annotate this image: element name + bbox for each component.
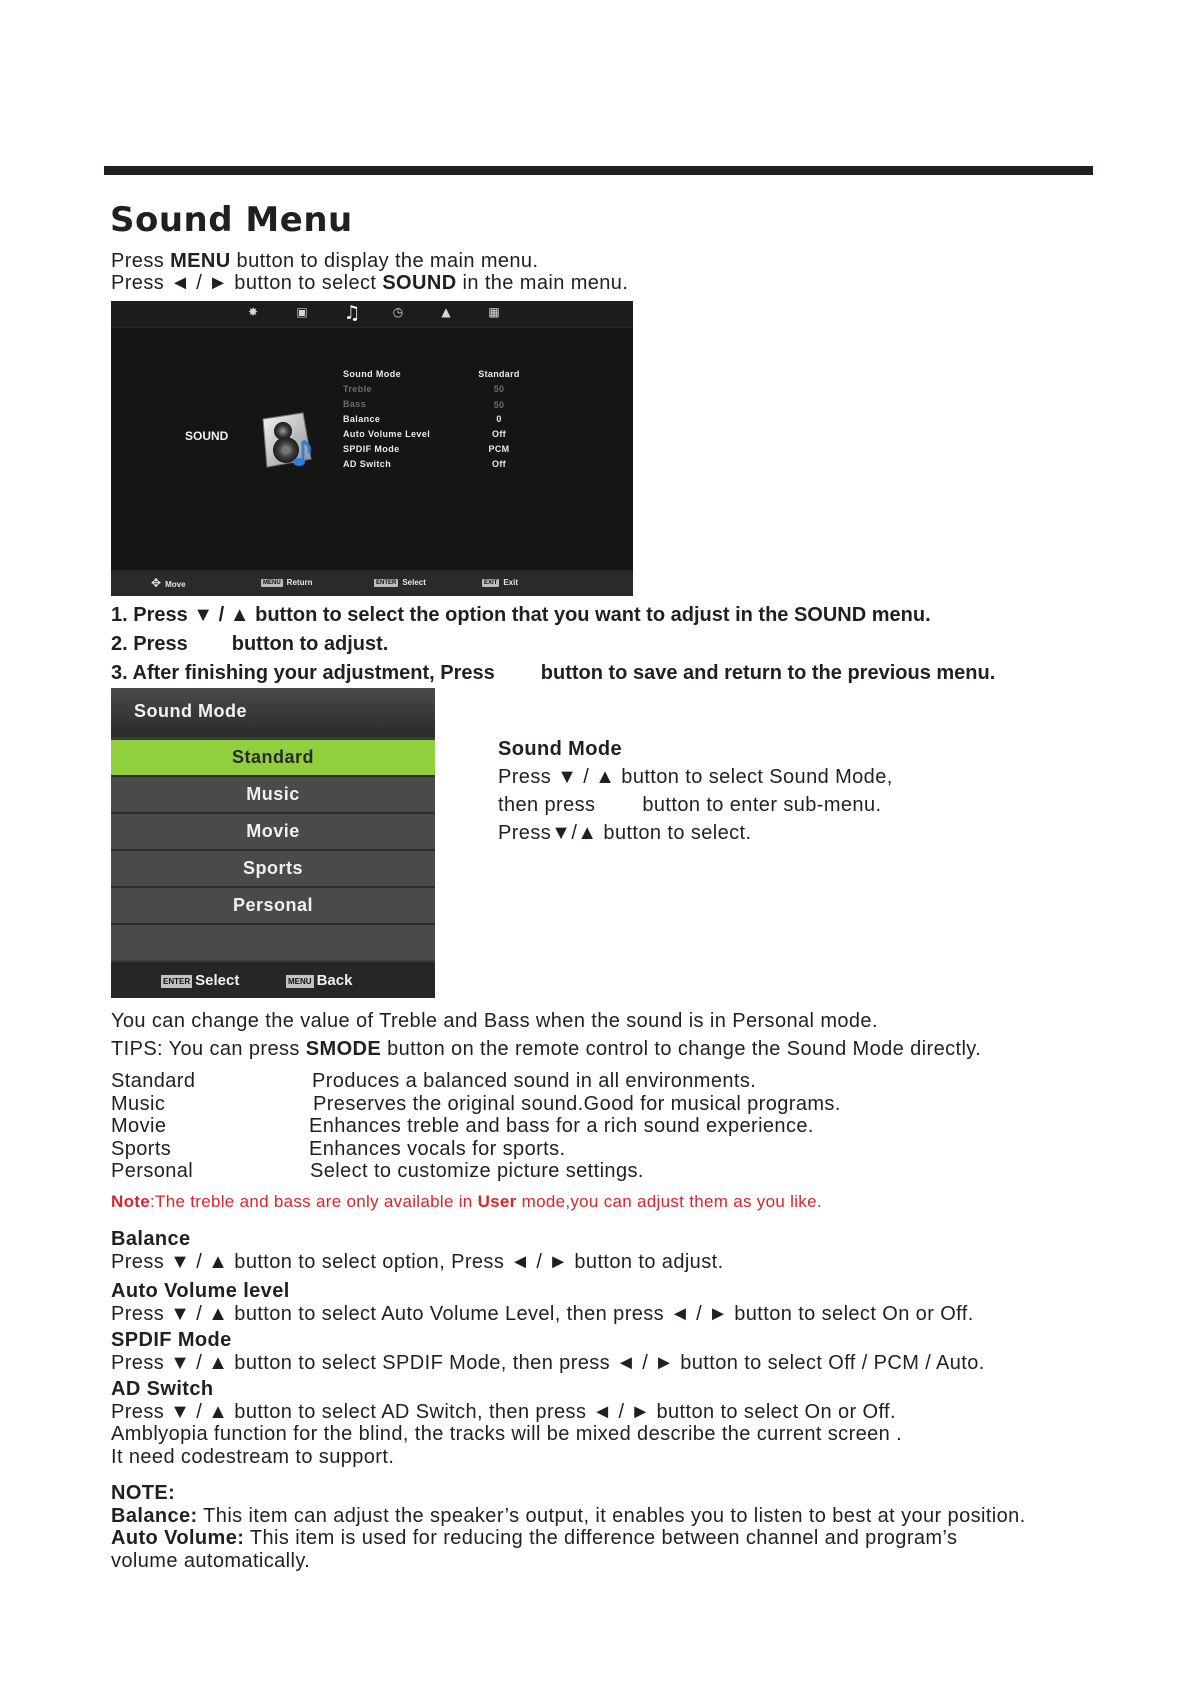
option-ad-switch[interactable]: AD Switch bbox=[343, 459, 392, 469]
sound-mode-submenu bbox=[111, 688, 435, 998]
balance-text: Press ▼ / ▲ button to select option, Press ◄ / ► button to adjust. bbox=[111, 1251, 724, 1273]
spdif-text: Press ▼ / ▲ button to select SPDIF Mode, then press ◄ / ► button to select Off / PCM / Auto. bbox=[111, 1352, 985, 1374]
footer-select: ENTER Select bbox=[376, 578, 426, 587]
step-2: 2. Press button to adjust. bbox=[111, 633, 389, 655]
note-balance: Balance: This item can adjust the speaker’s output, it enables you to listen to best at your position. bbox=[111, 1505, 1026, 1527]
submenu-item-personal[interactable]: Personal bbox=[111, 888, 435, 925]
channel-tab-icon[interactable]: ▣ bbox=[296, 305, 308, 319]
mode-name-personal: Personal bbox=[111, 1160, 194, 1182]
enter-key-icon: ENTER bbox=[376, 579, 397, 586]
step-1: 1. Press ▼ / ▲ button to select the option that you want to adjust in the SOUND menu. bbox=[111, 604, 931, 626]
option-balance-value: 0 bbox=[496, 414, 502, 424]
sound-mode-desc-line-2: then press button to enter sub-menu. bbox=[498, 794, 882, 816]
speaker-icon bbox=[253, 411, 315, 469]
option-auto-volume-level-value: Off bbox=[492, 429, 506, 439]
footer-exit: EXIT Exit bbox=[484, 578, 519, 587]
ad-switch-text-1: Press ▼ / ▲ button to select AD Switch, then press ◄ / ► button to select On or Off. bbox=[111, 1401, 896, 1423]
mode-name-music: Music bbox=[111, 1093, 166, 1115]
intro-line-1: Press MENU button to display the main menu. bbox=[111, 250, 539, 272]
mode-desc-movie: Enhances treble and bass for a rich sound experience. bbox=[309, 1115, 814, 1137]
mode-name-sports: Sports bbox=[111, 1138, 172, 1160]
auto-volume-text: Press ▼ / ▲ button to select Auto Volume Level, then press ◄ / ► button to select On or Off. bbox=[111, 1303, 974, 1325]
note-auto-volume-2: volume automatically. bbox=[111, 1550, 311, 1572]
note-heading: NOTE: bbox=[111, 1482, 176, 1504]
footer-return: MENU Return bbox=[263, 578, 313, 587]
spdif-heading: SPDIF Mode bbox=[111, 1329, 232, 1351]
option-balance[interactable]: Balance bbox=[343, 414, 381, 424]
mode-desc-personal: Select to customize picture settings. bbox=[310, 1160, 644, 1182]
option-bass-value: 50 bbox=[493, 400, 505, 410]
exit-key-icon: EXIT bbox=[484, 579, 498, 586]
auto-volume-heading: Auto Volume level bbox=[111, 1280, 290, 1302]
mode-name-movie: Movie bbox=[111, 1115, 167, 1137]
setup-tab-icon[interactable]: ▦ bbox=[488, 305, 500, 319]
ad-switch-text-3: It need codestream to support. bbox=[111, 1446, 395, 1468]
mode-name-standard: Standard bbox=[111, 1070, 196, 1092]
submenu-footer bbox=[111, 962, 435, 998]
option-sound-mode-value: Standard bbox=[478, 369, 520, 379]
submenu-footer-select: ENTER Select bbox=[163, 972, 240, 989]
option-auto-volume-level[interactable]: Auto Volume Level bbox=[343, 429, 431, 439]
page-title: Sound Menu bbox=[110, 200, 353, 240]
mode-desc-sports: Enhances vocals for sports. bbox=[309, 1138, 566, 1160]
sound-mode-desc-line-1: Press ▼ / ▲ button to select Sound Mode, bbox=[498, 766, 893, 788]
mode-desc-standard: Produces a balanced sound in all environments. bbox=[312, 1070, 757, 1092]
picture-tab-icon[interactable]: ✸ bbox=[247, 305, 259, 319]
menu-footer bbox=[111, 570, 633, 596]
main-menu-screenshot bbox=[111, 301, 633, 596]
menu-key-icon: MENU bbox=[288, 976, 312, 986]
submenu-title: Sound Mode bbox=[134, 701, 247, 721]
sound-tab-icon[interactable]: ♫ bbox=[343, 302, 361, 324]
submenu-item-standard[interactable]: Standard bbox=[111, 740, 435, 777]
submenu-title-bar bbox=[111, 688, 435, 737]
sound-mode-desc-line-3: Press▼/▲ button to select. bbox=[498, 822, 752, 844]
submenu-empty-row bbox=[111, 925, 435, 960]
option-bass[interactable]: Bass bbox=[343, 399, 367, 409]
option-spdif-mode[interactable]: SPDIF Mode bbox=[343, 444, 400, 454]
mode-desc-music: Preserves the original sound.Good for musical programs. bbox=[313, 1093, 841, 1115]
move-icon: ✥ bbox=[151, 576, 162, 590]
menu-section-label: SOUND bbox=[185, 429, 229, 443]
submenu-item-music[interactable]: Music bbox=[111, 777, 435, 814]
ad-switch-text-2: Amblyopia function for the blind, the tracks will be mixed describe the current screen . bbox=[111, 1423, 903, 1445]
step-3: 3. After finishing your adjustment, Press button to save and return to the previous menu. bbox=[111, 662, 996, 684]
intro-line-2: Press ◄ / ► button to select SOUND in the main menu. bbox=[111, 272, 629, 294]
personal-note: You can change the value of Treble and Bass when the sound is in Personal mode. bbox=[111, 1010, 878, 1032]
option-sound-mode[interactable]: Sound Mode bbox=[343, 369, 401, 379]
menu-tab-bar bbox=[111, 301, 633, 328]
option-ad-switch-value: Off bbox=[492, 459, 506, 469]
footer-move: ✥ Move bbox=[151, 576, 186, 590]
note-auto-volume: Auto Volume: This item is used for reducing the difference between channel and program’s bbox=[111, 1527, 958, 1549]
menu-key-icon: MENU bbox=[263, 579, 281, 586]
treble-bass-note: Note:The treble and bass are only available in User mode,you can adjust them as you like. bbox=[111, 1192, 822, 1211]
balance-heading: Balance bbox=[111, 1228, 191, 1250]
option-treble-value: 50 bbox=[493, 384, 505, 394]
submenu-item-movie[interactable]: Movie bbox=[111, 814, 435, 851]
top-rule bbox=[104, 166, 1093, 175]
enter-key-icon: ENTER bbox=[163, 976, 191, 986]
option-spdif-mode-value: PCM bbox=[488, 444, 510, 454]
submenu-footer-back: MENU Back bbox=[288, 972, 353, 989]
ad-switch-heading: AD Switch bbox=[111, 1378, 214, 1400]
sound-mode-heading: Sound Mode bbox=[498, 738, 622, 760]
time-tab-icon[interactable]: ◷ bbox=[392, 305, 404, 319]
lock-tab-icon[interactable]: ▲ bbox=[441, 305, 451, 319]
option-treble[interactable]: Treble bbox=[343, 384, 372, 394]
tips: TIPS: You can press SMODE button on the remote control to change the Sound Mode directly. bbox=[111, 1038, 982, 1060]
submenu-item-sports[interactable]: Sports bbox=[111, 851, 435, 888]
